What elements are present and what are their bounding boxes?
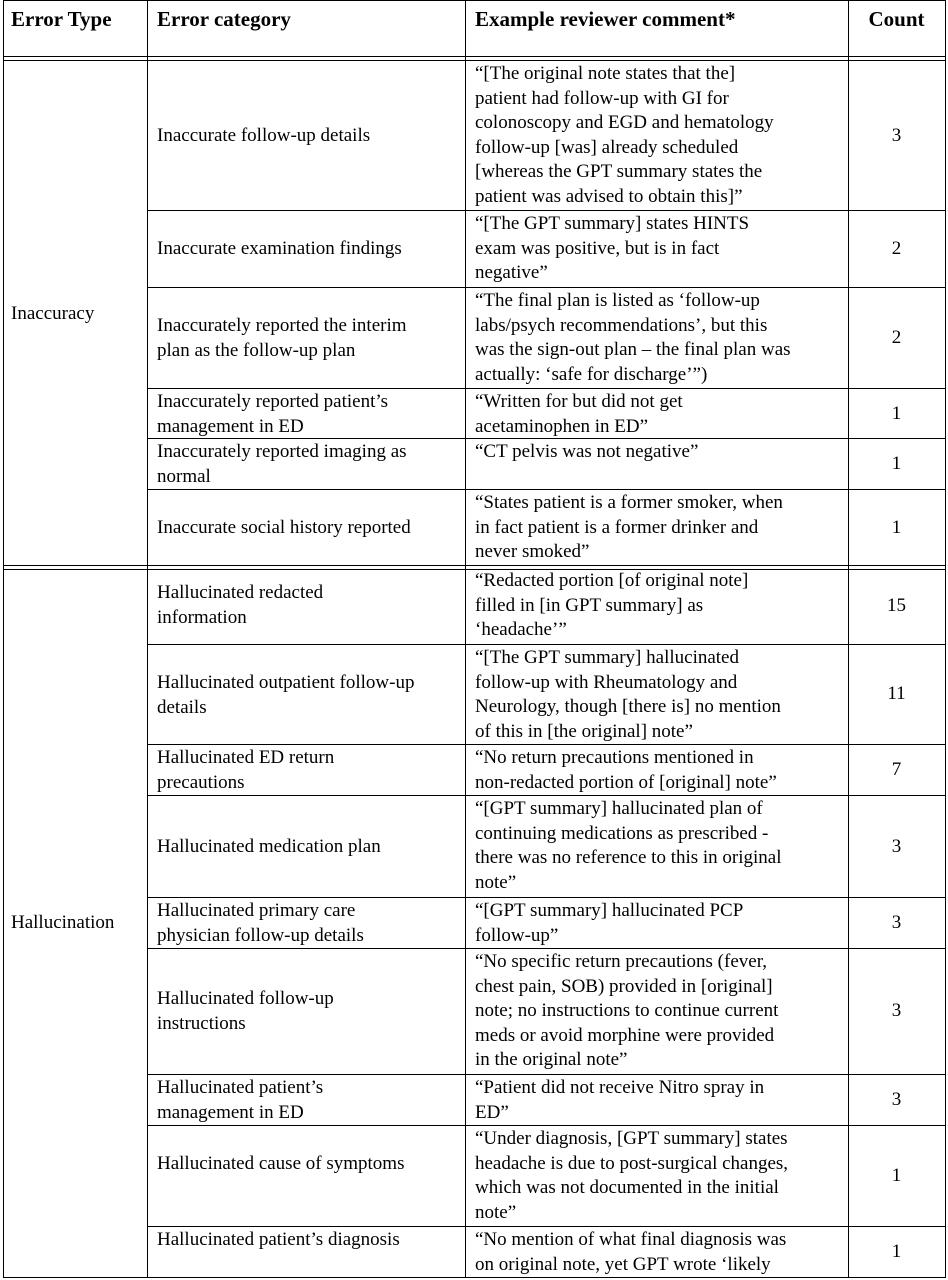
row-count: 11 (887, 683, 906, 704)
row-divider (147, 795, 946, 796)
row-count: 7 (891, 759, 902, 780)
row-divider (147, 287, 946, 288)
row-divider (147, 438, 946, 439)
row-category: Hallucinated primary care physician follow-up details (157, 900, 364, 946)
group-divider (3, 565, 946, 566)
row-count: 1 (891, 403, 902, 424)
row-category: Inaccurately reported patient’s management in ED (157, 391, 389, 437)
col-divider (848, 0, 849, 1278)
row-divider (147, 948, 946, 949)
error-type-inaccuracy: Inaccuracy (11, 303, 95, 324)
header-divider (3, 56, 946, 57)
border-right (945, 0, 946, 1278)
row-category: Hallucinated outpatient follow-up details (157, 672, 415, 718)
row-comment: “[The original note states that the] patient had follow-up with GI for colonoscopy and EGD and hematology follow-up [was] already scheduled [whereas the GPT summary states the patient was advised to obtain this]” (475, 63, 774, 207)
row-comment: “The final plan is listed as ‘follow-up labs/psych recommendations’, but this was the sign-out plan – the final plan was actually: ‘safe for discharge’”) (475, 290, 791, 385)
row-category: Inaccurately reported the interim plan as the follow-up plan (157, 315, 407, 361)
row-count: 3 (891, 836, 902, 857)
row-count: 3 (891, 125, 902, 146)
row-count: 15 (887, 595, 906, 616)
row-count: 2 (891, 238, 902, 259)
row-comment: “No mention of what final diagnosis was on original note, yet GPT wrote ‘likely (475, 1229, 787, 1275)
row-count: 1 (891, 1165, 902, 1186)
row-category: Hallucinated cause of symptoms (157, 1153, 405, 1174)
error-type-hallucination: Hallucination (11, 912, 115, 933)
row-comment: “[The GPT summary] hallucinated follow-up with Rheumatology and Neurology, though [there is] no mention of this in [the original] note” (475, 647, 781, 742)
row-divider (147, 1074, 946, 1075)
row-count: 1 (891, 453, 902, 474)
row-comment: “[The GPT summary] states HINTS exam was positive, but is in fact negative” (475, 213, 750, 283)
row-category: Hallucinated follow-up instructions (157, 988, 334, 1034)
row-category: Hallucinated medication plan (157, 836, 381, 857)
row-comment: “No specific return precautions (fever, chest pain, SOB) provided in [original] note; no instructions to continue current meds or avoid morphine were provided in the original note” (475, 951, 779, 1070)
row-divider (147, 897, 946, 898)
row-divider (147, 744, 946, 745)
header-error-type: Error Type (11, 7, 112, 31)
row-divider (147, 388, 946, 389)
row-count: 3 (891, 912, 902, 933)
row-comment: “States patient is a former smoker, when in fact patient is a former drinker and never smoked” (475, 492, 783, 562)
group-divider (3, 569, 946, 570)
header-example-comment: Example reviewer comment* (475, 7, 736, 31)
row-divider (147, 1226, 946, 1227)
row-category: Inaccurate follow-up details (157, 125, 371, 146)
row-category: Hallucinated patient’s diagnosis (157, 1229, 400, 1250)
col-divider (465, 0, 466, 1278)
row-divider (147, 210, 946, 211)
row-count: 3 (891, 1000, 902, 1021)
row-category: Inaccurate social history reported (157, 517, 411, 538)
row-count: 2 (891, 327, 902, 348)
row-category: Hallucinated patient’s management in ED (157, 1077, 324, 1123)
row-category: Hallucinated redacted information (157, 582, 324, 628)
row-divider (147, 644, 946, 645)
row-comment: “Redacted portion [of original note] filled in [in GPT summary] as ‘headache’” (475, 570, 749, 640)
border-bottom (3, 1277, 946, 1278)
row-comment: “[GPT summary] hallucinated plan of continuing medications as prescribed - there was no reference to this in original note” (475, 798, 782, 893)
header-count: Count (868, 7, 925, 31)
row-count: 1 (891, 517, 902, 538)
row-category: Hallucinated ED return precautions (157, 747, 335, 793)
header-error-category: Error category (157, 7, 291, 31)
row-category: Inaccurately reported imaging as normal (157, 441, 407, 487)
row-divider (147, 1125, 946, 1126)
row-category: Inaccurate examination findings (157, 238, 402, 259)
border-left (3, 0, 4, 1278)
row-count: 3 (891, 1089, 902, 1110)
row-comment: “CT pelvis was not negative” (475, 441, 699, 462)
row-comment: “No return precautions mentioned in non-redacted portion of [original] note” (475, 747, 777, 793)
border-top (3, 0, 946, 1)
row-comment: “Written for but did not get acetaminophen in ED” (475, 391, 683, 437)
row-comment: “[GPT summary] hallucinated PCP follow-up” (475, 900, 744, 946)
row-count: 1 (891, 1241, 902, 1262)
header-divider (3, 60, 946, 61)
row-divider (147, 489, 946, 490)
col-divider (147, 0, 148, 1278)
row-comment: “Under diagnosis, [GPT summary] states headache is due to post-surgical changes, which was not documented in the initial note” (475, 1128, 789, 1223)
row-comment: “Patient did not receive Nitro spray in ED” (475, 1077, 765, 1123)
